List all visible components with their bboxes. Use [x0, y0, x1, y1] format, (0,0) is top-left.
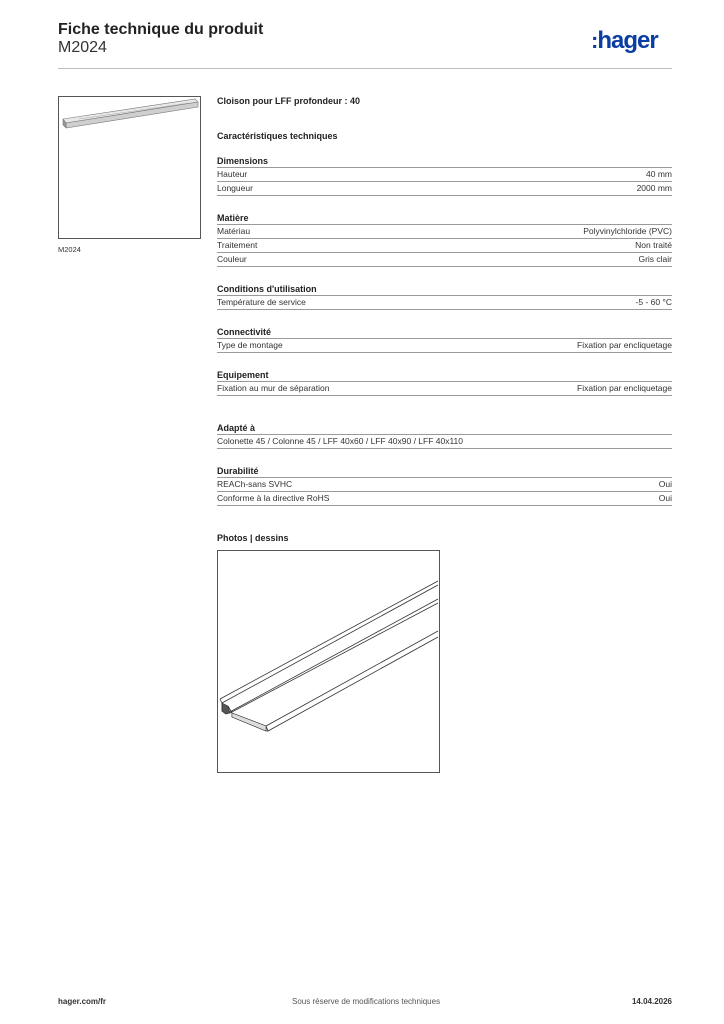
spec-row	[217, 253, 672, 267]
product-code: M2024	[58, 39, 107, 56]
spec-label: Colonette 45 / Colonne 45 / LFF 40x60 / LFF 40x90 / LFF 40x110	[217, 436, 464, 446]
section-title: Equipement	[217, 369, 672, 382]
spec-label: Fixation au mur de séparation	[217, 383, 330, 393]
spec-row	[217, 478, 672, 492]
product-drawing	[217, 550, 440, 773]
section-equipment	[217, 369, 672, 396]
spec-label: Température de service	[217, 297, 306, 307]
spec-label: Conforme à la directive RoHS	[217, 493, 330, 503]
spec-value: -5 - 60 °C	[635, 297, 672, 307]
logo-text: hager	[597, 27, 658, 54]
section-title: Matière	[217, 212, 672, 225]
section-material	[217, 212, 672, 267]
section-title: Connectivité	[217, 326, 672, 339]
product-title: Cloison pour LFF profondeur : 40	[217, 96, 360, 106]
spec-row	[217, 168, 672, 182]
footer-date: 14.04.2026	[631, 997, 672, 1006]
section-dimensions	[217, 155, 672, 196]
channel-thumbnail-image	[59, 97, 200, 238]
spec-label: REACh-sans SVHC	[217, 479, 293, 489]
spec-value: Oui	[658, 493, 672, 503]
channel-drawing-image	[218, 551, 439, 772]
logo-mark: :	[591, 28, 598, 53]
section-connectivity	[217, 326, 672, 353]
spec-row	[217, 382, 672, 396]
product-details	[217, 96, 672, 773]
product-thumbnail	[58, 96, 201, 239]
photos-heading: Photos | dessins	[217, 533, 289, 543]
footer-website: hager.com/fr	[58, 997, 107, 1006]
header-divider	[58, 68, 672, 69]
spec-value: Polyvinylchloride (PVC)	[583, 226, 672, 236]
section-title: Durabilité	[217, 465, 672, 478]
spec-label: Traitement	[217, 240, 258, 250]
section-usage-conditions	[217, 283, 672, 310]
footer-notice: Sous réserve de modifications techniques	[292, 997, 441, 1006]
spec-value: Fixation par encliquetage	[577, 383, 672, 393]
spec-row	[217, 492, 672, 506]
section-title: Dimensions	[217, 155, 672, 168]
section-durability	[217, 465, 672, 506]
spec-row	[217, 296, 672, 310]
spec-row	[217, 435, 672, 449]
section-title: Conditions d'utilisation	[217, 283, 672, 296]
spec-value: Oui	[658, 479, 672, 489]
spec-label: Longueur	[217, 183, 253, 193]
spec-value: 2000 mm	[636, 183, 672, 193]
spec-row	[217, 225, 672, 239]
spec-label: Couleur	[217, 254, 247, 264]
spec-row	[217, 339, 672, 353]
spec-row	[217, 182, 672, 196]
thumbnail-caption: M2024	[58, 245, 81, 254]
spec-label: Matériau	[217, 226, 251, 236]
characteristics-heading: Caractéristiques techniques	[217, 131, 338, 141]
page-title: Fiche technique du produit	[58, 21, 264, 38]
spec-row	[217, 239, 672, 253]
spec-value: Non traité	[635, 240, 672, 250]
spec-label: Type de montage	[217, 340, 283, 350]
section-compatible-with	[217, 422, 672, 449]
spec-value: Gris clair	[638, 254, 672, 264]
spec-label: Hauteur	[217, 169, 248, 179]
section-title: Adapté à	[217, 422, 672, 435]
spec-value: 40 mm	[646, 169, 672, 179]
spec-value: Fixation par encliquetage	[577, 340, 672, 350]
hager-logo	[591, 27, 658, 55]
